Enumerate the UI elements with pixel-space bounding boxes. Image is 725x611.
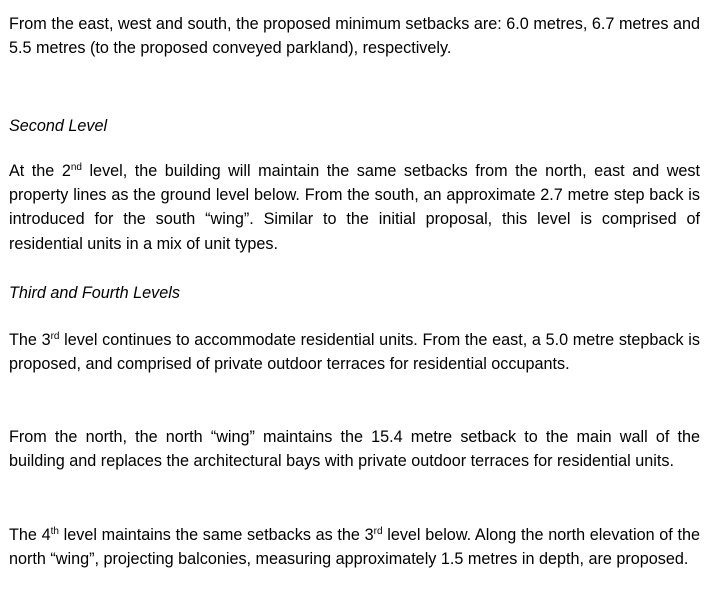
ordinal-suffix-rd-2: rd [373,526,383,537]
paragraph-second-level-post: level, the building will maintain the same setbacks from the north, east and west property lines as the ground level below. From the south, an approximate 2.7 metre step back is introduced for the south “wing”. Similar to the initial proposal, this level is comprised of residential units in a mix of unit types. [9,162,700,253]
paragraph-third-level-post: level continues to accommodate residential units. From the east, a 5.0 metre stepback is proposed, and comprised of private outdoor terraces for residential occupants. [9,331,700,374]
paragraph-fourth-level-mid: level maintains the same setbacks as the 3 [58,526,374,544]
paragraph-third-level-pre: The 3 [9,331,51,349]
ordinal-suffix-rd: rd [50,331,60,342]
paragraph-third-level [9,328,700,376]
heading-second-level: Second Level [9,117,108,135]
paragraph-setbacks-east-west-south: From the east, west and south, the proposed minimum setbacks are: 6.0 metres, 6.7 metres and 5.5 metres (to the proposed conveyed parkland), respectively. [9,15,700,58]
paragraph-fourth-level-post: level below. Along the north elevation of the north “wing”, projecting balconies, measuring approximately 1.5 metres in depth, are proposed. [9,526,700,569]
paragraph-north-wing: From the north, the north “wing” maintains the 15.4 metre setback to the main wall of the building and replaces the architectural bays with private outdoor terraces for residential units. [9,428,700,471]
heading-third-fourth-levels: Third and Fourth Levels [9,284,180,302]
paragraph-second-level-pre: At the 2 [9,162,71,180]
paragraph-fourth-level [9,523,700,571]
ordinal-suffix-nd: nd [70,162,82,173]
paragraph-fourth-level-pre: The 4 [9,526,51,544]
ordinal-suffix-th: th [50,526,59,537]
paragraph-second-level [9,159,700,256]
